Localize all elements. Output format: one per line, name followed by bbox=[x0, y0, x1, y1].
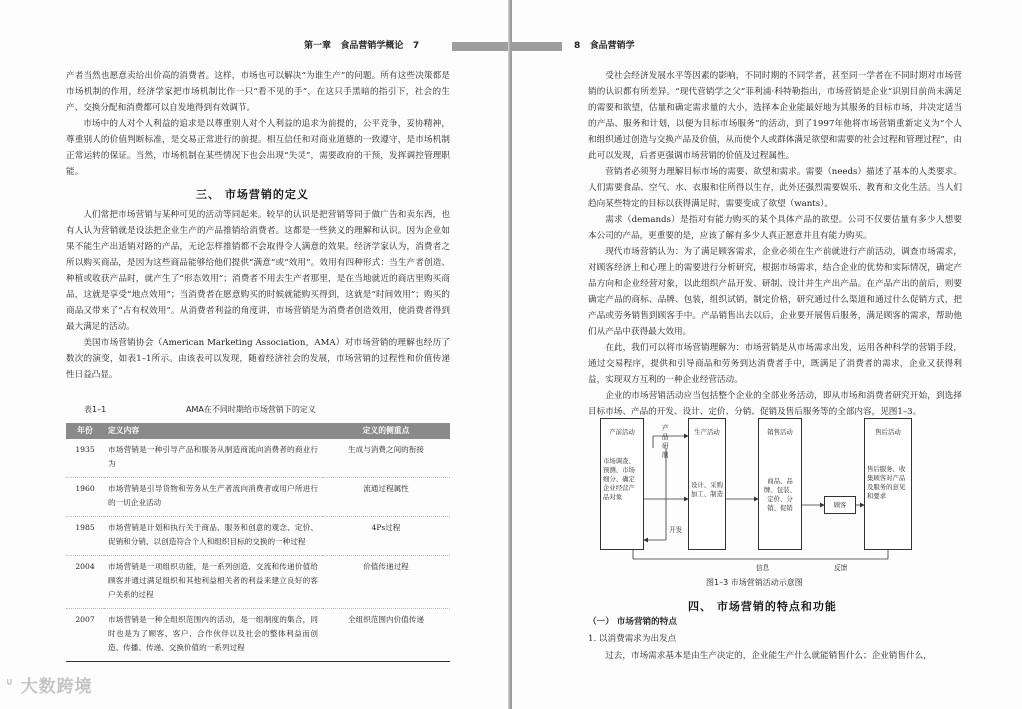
cell-definition: 市场营销是一种引导产品和服务从制造商流向消费者的商业行为 bbox=[104, 439, 322, 478]
after-sales-box bbox=[864, 418, 912, 550]
column-header-year: 年份 bbox=[66, 423, 104, 439]
sales-title: 销售活动 bbox=[767, 428, 793, 436]
sales-content: 商品、品牌、包装、定价、分销、促销 bbox=[764, 477, 796, 512]
left-mid-text bbox=[66, 207, 450, 383]
paragraph: 在此，我们可以将市场营销理解为：市场营销是从市场需求出发，运用各种科学的营销手段，通过交易程序，提供和引导商品和劳务到达消费者手中，既满足了消费者的需求，企业又获得利益，实现双方互利的一种企业经营活动。 bbox=[588, 343, 962, 385]
paragraph: 企业的市场营销活动应当包括整个企业的全部业务活动，即从市场和消费者研究开始，到选择目标市场、产品的开发、设计、定价、分销、促销及售后服务等的全部内容，见图1–3。 bbox=[588, 391, 962, 417]
table-row bbox=[66, 609, 450, 662]
cell-focus: 4Ps过程 bbox=[322, 517, 450, 556]
cell-focus: 价值传递过程 bbox=[322, 556, 450, 609]
column-header-focus: 定义的侧重点 bbox=[322, 423, 450, 439]
paragraph: 市场中的人对个人利益的追求是以尊重别人对个人利益的追求为前提的，公平竞争，妥协精神，尊重别人的价值判断标准，是交易正常进行的前提。相互信任和对商业道德的一致遵守，是市场机制正常运转的保证。当然，市场机制在某些情况下也会出现“失灵”，需要政府的干预，发挥调控管理职能。 bbox=[66, 119, 450, 177]
cell-year: 1935 bbox=[66, 439, 104, 478]
cell-year: 1985 bbox=[66, 517, 104, 556]
feedback-label: 反馈 bbox=[834, 564, 848, 572]
section-heading-4: 四、 市场营销的特点和功能 bbox=[688, 600, 837, 613]
last-paragraph: 过去，市场需求基本是由生产决定的，企业能生产什么就能销售什么；企业销售什么， bbox=[605, 651, 932, 661]
section-heading-3: 三、 市场营销的定义 bbox=[196, 188, 309, 201]
watermark-logo: ᐡ 大数跨境 bbox=[6, 677, 93, 697]
cell-definition: 市场营销是一项组织功能，是一系列创造、交流和传递价值给顾客并通过满足组织和其他利益相关者的利益来建立良好的客户关系的过程 bbox=[104, 556, 322, 609]
cell-year: 1960 bbox=[66, 478, 104, 517]
left-header-bar bbox=[452, 42, 508, 51]
pre-title: 产前活动 bbox=[609, 428, 635, 436]
paragraph: 现代市场营销认为：为了满足顾客需求，企业必须在生产前就进行产前活动，调查市场需求，对顾客经济上和心理上的需要进行分析研究，根据市场需求，结合企业的优势和实际情况，确定产品方向和企业经营对象，以此组织产品开发、研制、设计并生产出产品。在产品产出的前后，则要确定产品的商标、品牌、包装，组织试销，制定价格，研究通过什么渠道和通过什么促销方式，把产品或劳务销售到顾客手中。产品销售出去以后，企业要开展售后服务，满足顾客的需求，帮助他们从产品中获得最大效用。 bbox=[588, 247, 962, 337]
point-heading: 1. 以消费需求为出发点 bbox=[588, 634, 677, 644]
table-label: 表1–1 bbox=[84, 405, 107, 414]
table-caption: AMA在不同时期给市场营销下的定义 bbox=[186, 405, 316, 414]
column-header-definition: 定义内容 bbox=[104, 423, 322, 439]
right-page bbox=[512, 0, 1022, 709]
cell-focus: 全组织范围内价值传递 bbox=[322, 609, 450, 662]
left-top-text bbox=[66, 68, 450, 180]
table-row bbox=[66, 517, 450, 556]
cell-year: 2004 bbox=[66, 556, 104, 609]
table-row bbox=[66, 478, 450, 517]
pre-content: 市场调查、预测、市场细分、确定企业经营产品对象 bbox=[603, 457, 635, 501]
cell-definition: 市场营销是计划和执行关于商品、服务和创意的观念、定价、促销和分销，以创造符合个人和组织目标的交换的一种过程 bbox=[104, 517, 322, 556]
cell-definition: 市场营销是一种全组织范围内的活动，是一组制度的集合，同时也是为了顾客、客户、合作伙伴以及社会的整体利益而创造、传播、传递、交换价值的一系列过程 bbox=[104, 609, 322, 662]
table-row bbox=[66, 556, 450, 609]
subsection-heading: （一） 市场营销的特点 bbox=[588, 617, 677, 627]
paragraph: 营销者必须努力理解目标市场的需要、欲望和需求。需要（needs）描述了基本的人类要求。人们需要食品、空气、水、衣服和住所得以生存，此外还强烈需要娱乐、教育和文化生活。当人们趋向某些特定的目标以获得满足时，需要变成了欲望（wants）。 bbox=[588, 167, 962, 209]
table-row bbox=[66, 439, 450, 478]
left-header: 第一章 食品营销学概论 7 bbox=[304, 41, 420, 51]
sales-box bbox=[758, 418, 802, 550]
cell-definition: 市场营销是引导货物和劳务从生产者流向消费者或用户所进行的一切企业活动 bbox=[104, 478, 322, 517]
paragraph: 受社会经济发展水平等因素的影响，不同时期的不同学者，甚至同一学者在不同时期对市场营销的认识都有所差异。“现代营销学之父”菲利浦·科特勒指出，市场营销是企业“识别目前尚未满足的需要和欲望，估量和确定需求量的大小，选择本企业能最好地为其服务的目标市场，并决定适当的产品、服务和计划，以便为目标市场服务”的活动，到了1997年他将市场营销重新定义为“个人和组织通过创造与交换产品及价值，从而使个人或群体满足欲望和需要的社会过程和管理过程”，由此可以发现，后者更强调市场营销的价值及过程属性。 bbox=[588, 71, 962, 161]
pre-production-box bbox=[600, 418, 644, 550]
prod-title: 生产活动 bbox=[694, 428, 720, 436]
customer-box: 顾客 bbox=[824, 496, 856, 514]
watermark-icon: ᐡ bbox=[6, 677, 14, 697]
paragraph: 产者当然也愿意卖给出价高的消费者。这样，市场也可以解决“为谁生产”的问题。所有这些决策都是市场机制的作用，经济学家把市场机制比作一只“看不见的手”，在这只手黑暗的指引下，社会的生产、交换分配和消费都可以自发地得到有效调节。 bbox=[66, 71, 450, 113]
left-page bbox=[0, 0, 510, 709]
cell-year: 2007 bbox=[66, 609, 104, 662]
product-research-label: 产品研制 bbox=[662, 424, 669, 459]
paragraph: 人们常把市场营销与某种可见的活动等同起来。较早的认识是把营销等同于做广告和卖东西，也有人认为营销就是设法把企业生产的产品推销给消费者。这都是一些狭义的理解和认识。因为企业如果不能生产出适销对路的产品，无论怎样推销都不会取得令人满意的效果。经济学家认为，消费者之所以购买商品，是因为这些商品能够给他们提供“满意”或“效用”。效用有四种形式：当生产者创造、种植或收获产品时，就产生了“形态效用”；消费者不用去生产者那里，是在当地就近的商店里购买商品，这就是享受“地点效用”；当消费者在愿意购买的时候就能购买得到，这就是“时间效用”；购买的商品又带来了“占有权效用”。从消费者利益的角度讲，市场营销是为消费者创造效用，使消费者得到最大满足的活动。 bbox=[66, 210, 450, 332]
right-header: 8 食品营销学 bbox=[574, 41, 635, 51]
after-title: 售后活动 bbox=[875, 428, 901, 436]
production-box bbox=[688, 418, 726, 550]
info-label: 信息 bbox=[756, 564, 770, 572]
figure-caption: 图1–3 市场营销活动示意图 bbox=[706, 578, 803, 587]
paragraph: 需求（demands）是指对有能力购买的某个具体产品的欲望。公司不仅要估量有多少人想要本公司的产品，更重要的是，应该了解有多少人真正愿意并且有能力购买。 bbox=[588, 215, 962, 241]
paragraph: 美国市场营销协会（American Marketing Association，AMA）对市场营销的理解也经历了数次的演变，如表1–1所示。由该表可以发现，随着经济社会的发展，市场营销的过程性和价值传递性日益凸显。 bbox=[66, 338, 450, 380]
table-header-row bbox=[66, 423, 450, 439]
after-content: 售后服务、收集顾客对产品及服务的意见和要求 bbox=[867, 465, 906, 500]
ama-definition-table bbox=[66, 423, 450, 662]
develop-label: 开发 bbox=[669, 526, 683, 534]
cell-focus: 生成与消费之间的衔接 bbox=[322, 439, 450, 478]
cell-focus: 流通过程属性 bbox=[322, 478, 450, 517]
prod-content: 设计、采购加工、制造 bbox=[691, 481, 723, 498]
